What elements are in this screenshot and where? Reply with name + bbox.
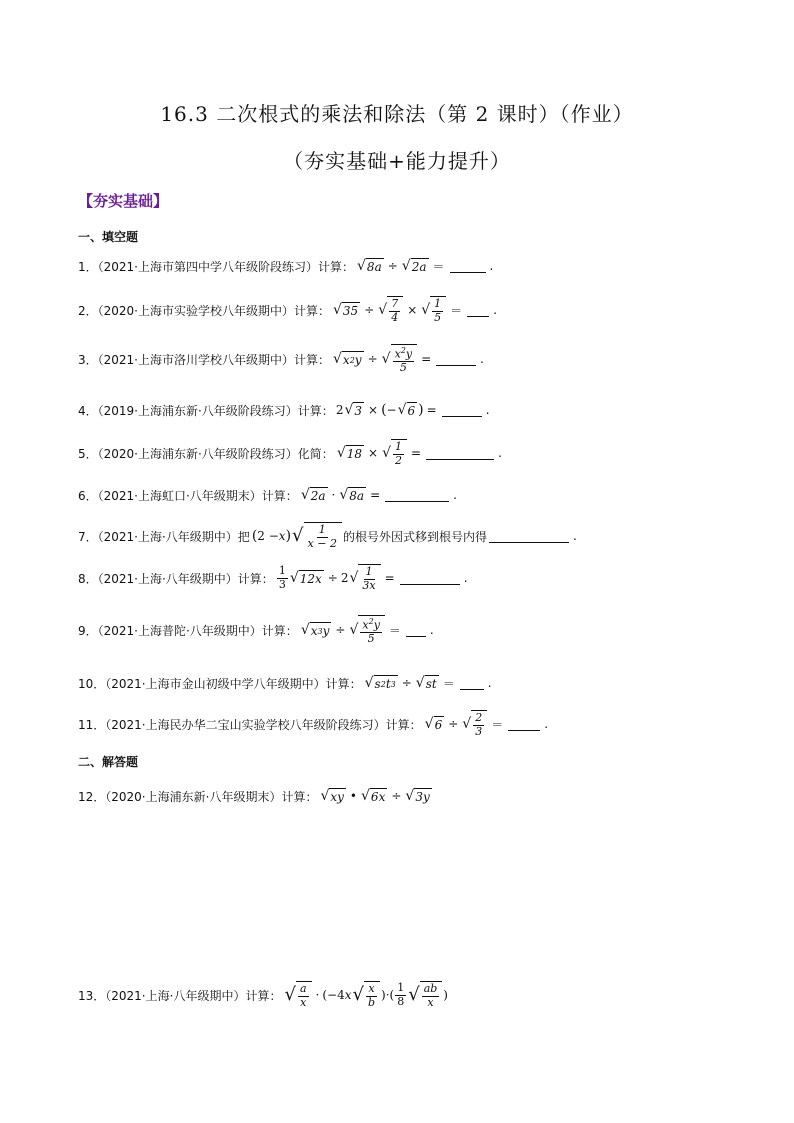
question-7: 7．（2021·上海·八年级期中）把 ( 2 − x ) √ $\frac{1}{x - 2}$ 的根号外因式移到根号内得 . <box>78 522 577 550</box>
question-11: 11．（2021·上海民办华二宝山实验学校八年级阶段练习）计算： √ 6 ÷ √ $\frac{2}{3}$ ＝ . <box>78 710 549 738</box>
math-expression: √ x 3 y ÷ √ $\frac{x^2y}{5}$ ＝ <box>300 616 401 645</box>
answer-blank[interactable] <box>385 489 449 502</box>
math-expression: √ x 2 y ÷ √ $\frac{x^2y}{5}$ = <box>333 345 432 374</box>
question-prefix: 7．（2021·上海·八年级期中）把 <box>78 529 250 544</box>
question-prefix: 9．（2021·上海普陀·八年级期中）计算： <box>78 623 298 638</box>
answer-blank[interactable] <box>436 353 476 366</box>
question-prefix: 1．（2021·上海市第四中学八年级阶段练习）计算： <box>78 259 354 274</box>
section-label: 【夯实基础】 <box>78 192 169 210</box>
answer-blank[interactable] <box>426 447 494 460</box>
question-suffix: 的根号外因式移到根号内得 <box>342 529 487 544</box>
math-expression: 2 √ 3 × ( − √ 6 ) = <box>335 402 437 418</box>
math-expression: √ s 2 t 3 ÷ √ st ＝ <box>364 675 455 691</box>
math-expression: √ 6 ÷ √ $\frac{2}{3}$ ＝ <box>424 710 504 738</box>
answer-blank[interactable] <box>406 624 426 637</box>
question-2: 2．（2020·上海市实验学校八年级期中）计算： √ 35 ÷ √ $\frac{7}{4}$ × √ $\frac{1}{5}$ ＝ . <box>78 296 498 324</box>
question-prefix: 6．（2021·上海虹口·八年级期末）计算： <box>78 488 298 503</box>
question-4: 4．（2019·上海浦东新·八年级阶段练习）计算： 2 √ 3 × ( − √ 6 ) = . <box>78 402 490 418</box>
question-12 <box>78 774 433 818</box>
math-expression: √ xy • √ 6 x ÷ √ 3 y <box>320 788 430 804</box>
answer-space[interactable] <box>78 820 718 970</box>
question-13 <box>78 973 448 1017</box>
question-1: 1．（2021·上海市第四中学八年级阶段练习）计算： √ 8 a ÷ √ 2 a ＝ . <box>78 258 494 274</box>
math-expression: √ 18 × √ $\frac{1}{2}$ = <box>336 439 422 467</box>
question-8: 8．（2021·上海·八年级期中）计算： $\frac{1}{3}$ √ 12 x ÷ 2 √ $\frac{1}{3x}$ = . <box>78 563 468 592</box>
answer-blank[interactable] <box>400 572 460 585</box>
math-expression: √ 35 ÷ √ $\frac{7}{4}$ × √ $\frac{1}{5}$ ＝ <box>333 296 463 324</box>
page-title: 16.3 二次根式的乘法和除法（第 2 课时）（作业） <box>160 102 634 126</box>
answer-blank[interactable] <box>508 718 540 731</box>
answer-blank[interactable] <box>450 260 486 273</box>
question-10: 10．（2021·上海市金山初级中学八年级期中）计算： √ s 2 t 3 ÷ √ st ＝ . <box>78 675 492 691</box>
question-prefix: 3．（2021·上海市洛川学校八年级期中）计算： <box>78 352 330 367</box>
question-3: 3．（2021·上海市洛川学校八年级期中）计算： √ x 2 y ÷ √ $\frac{x^2y}{5}$ = . <box>78 345 484 374</box>
answer-blank[interactable] <box>467 304 489 317</box>
part-solve-label: 二、解答题 <box>78 755 139 769</box>
part-fill-blank-label: 一、填空题 <box>78 230 139 244</box>
page-subtitle: （夯实基础+能力提升） <box>283 149 511 173</box>
question-prefix: 10．（2021·上海市金山初级中学八年级期中）计算： <box>78 676 362 691</box>
question-5: 5．（2020·上海浦东新·八年级阶段练习）化简： √ 18 × √ $\frac{1}{2}$ = . <box>78 439 502 467</box>
question-prefix: 4．（2019·上海浦东新·八年级阶段练习）计算： <box>78 403 334 418</box>
question-prefix: 8．（2021·上海·八年级期中）计算： <box>78 571 274 586</box>
answer-blank[interactable] <box>489 530 569 543</box>
question-prefix: 2．（2020·上海市实验学校八年级期中）计算： <box>78 303 330 318</box>
question-prefix: 12．（2020·上海浦东新·八年级期末）计算： <box>78 789 318 804</box>
math-expression: $\frac{1}{3}$ √ 12 x ÷ 2 √ $\frac{1}{3x}$ = <box>278 563 395 592</box>
question-prefix: 11．（2021·上海民办华二宝山实验学校八年级阶段练习）计算： <box>78 717 422 732</box>
math-expression: ( 2 − x ) √ $\frac{1}{x - 2}$ <box>252 522 343 550</box>
math-expression: √ $\frac{a}{x}$ · (−4 x √ $\frac{x}{b}$ )·( $\frac{1}{8}$ √ $\frac{ab}{x}$ ) <box>284 980 448 1009</box>
question-9: 9．（2021·上海普陀·八年级期中）计算： √ x 3 y ÷ √ $\frac{x^2y}{5}$ ＝ . <box>78 616 434 645</box>
question-prefix: 13．（2021·上海·八年级期中）计算： <box>78 988 282 1003</box>
answer-blank[interactable] <box>442 404 482 417</box>
math-expression: √ 2 a · √ 8 a = <box>300 487 381 503</box>
question-prefix: 5．（2020·上海浦东新·八年级阶段练习）化简： <box>78 446 334 461</box>
answer-blank[interactable] <box>460 677 484 690</box>
math-expression: √ 8 a ÷ √ 2 a ＝ <box>357 258 445 274</box>
question-6: 6．（2021·上海虹口·八年级期末）计算： √ 2 a · √ 8 a = . <box>78 487 457 503</box>
